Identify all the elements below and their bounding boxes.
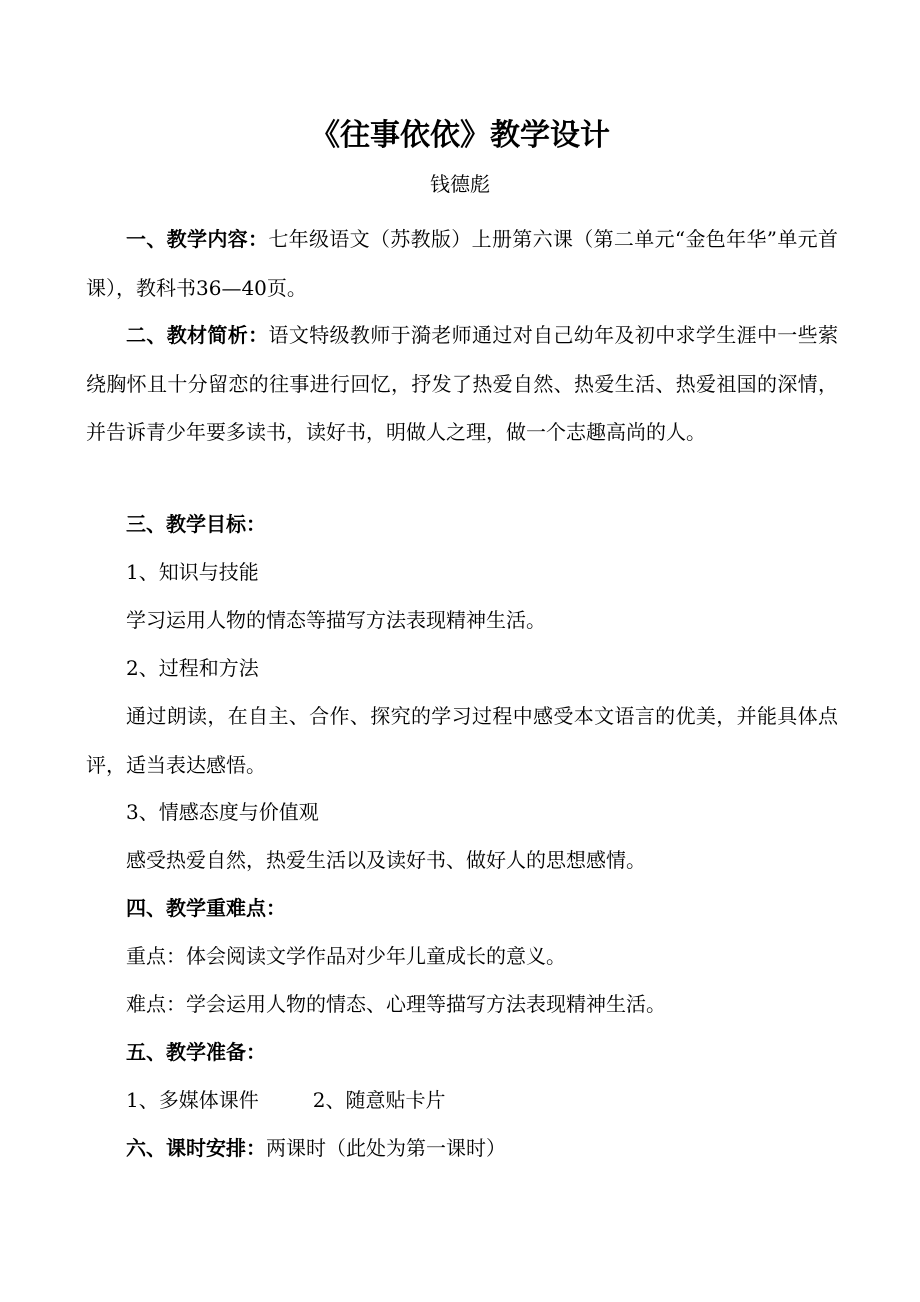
goal-2-text: 通过朗读，在自主、合作、探究的学习过程中感受本文语言的优美，并能具体点评，适当表达感悟。 [86,704,838,777]
preparation-item-1: 1、多媒体课件 [126,1088,259,1112]
section-material-analysis [86,311,838,457]
key-point-difficulty: 难点：学会运用人物的情态、心理等描写方法表现精神生活。 [126,992,666,1016]
section-heading: 二、教材简析： [126,323,269,347]
section-text: 语文特级教师于漪老师通过对自己幼年及初中求学生涯中一些萦绕胸怀且十分留恋的往事进行回忆，抒发了热爱自然、热爱生活、热爱祖国的深情，并告诉青少年要多读书，读好书，明做人之理，做一个志趣高尚的人。 [86,323,839,444]
section-schedule [86,1124,838,1173]
section-heading: 五、教学准备： [126,1040,266,1064]
section-teaching-content [86,215,838,312]
goal-3-text: 感受热爱自然，热爱生活以及读好书、做好人的思想感情。 [126,848,646,872]
preparation-item-2: 2、随意贴卡片 [312,1088,446,1112]
section-heading: 四、教学重难点： [126,896,286,920]
goal-1-text: 学习运用人物的情态等描写方法表现精神生活。 [126,608,546,632]
section-goals-heading [86,500,838,549]
key-point-focus: 重点：体会阅读文学作品对少年儿童成长的意义。 [126,944,566,968]
preparation-items [86,1076,838,1125]
section-heading: 一、教学内容： [126,227,269,251]
section-text: 两课时（此处为第一课时） [266,1136,506,1160]
goal-2-title: 2、过程和方法 [126,656,259,680]
goal-1-title: 1、知识与技能 [126,560,259,584]
author-name: 钱德彪 [430,172,490,196]
goal-3-title: 3、情感态度与价值观 [126,800,319,824]
section-preparation-heading [86,1028,838,1077]
section-text: 七年级语文（苏教版）上册第六课（第二单元“金色年华”单元首课），教科书36—40页。 [86,227,838,300]
section-key-points-heading [86,884,838,933]
section-heading: 三、教学目标： [126,512,266,536]
section-heading: 六、课时安排： [126,1136,266,1160]
document-title: 《往事依依》教学设计 [310,118,610,153]
